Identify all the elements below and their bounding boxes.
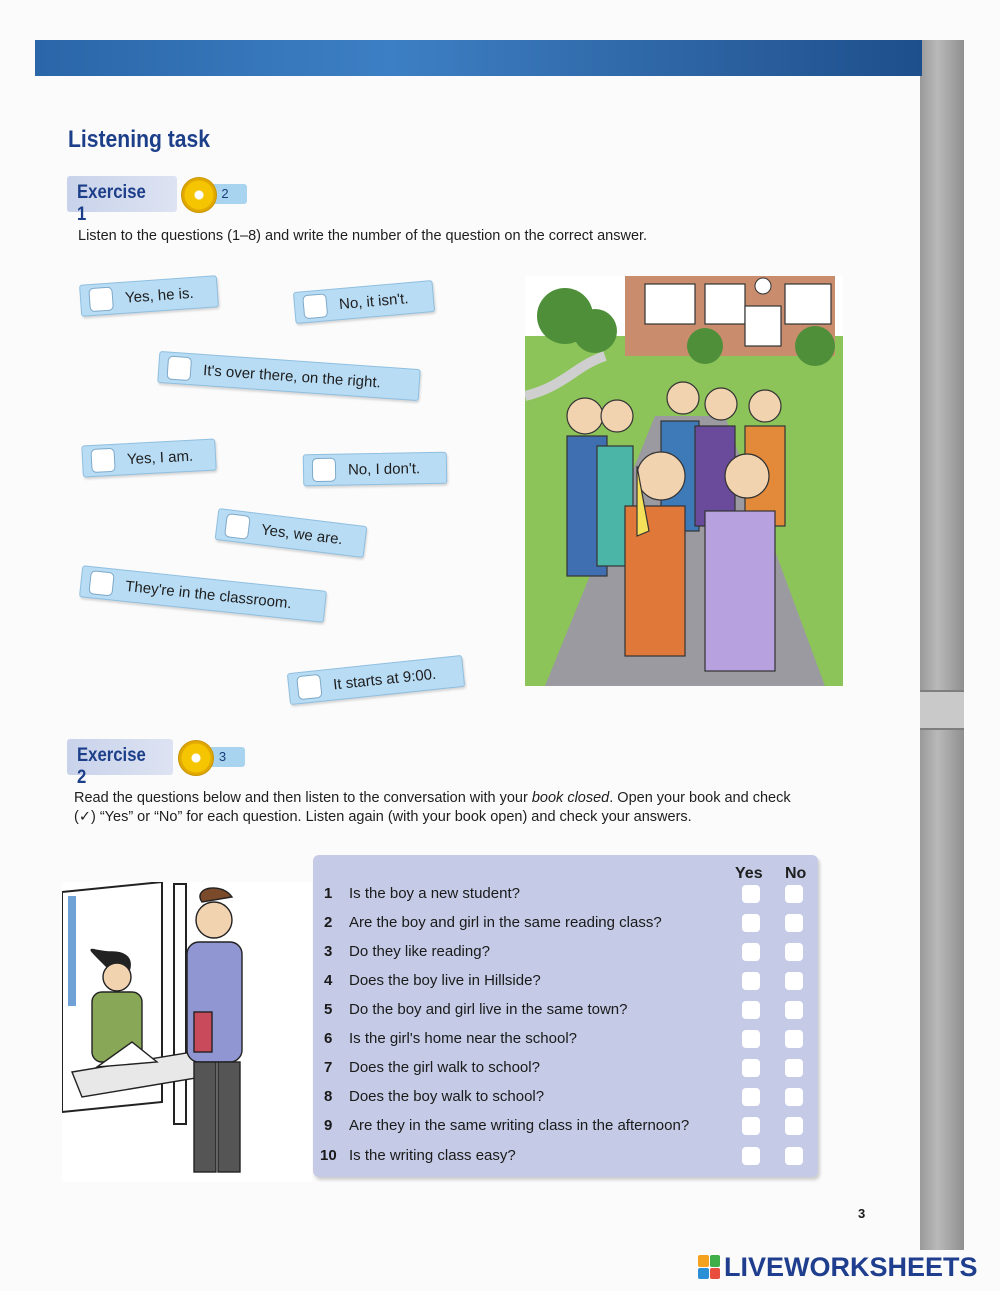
no-checkbox[interactable] xyxy=(785,943,803,961)
answer-box[interactable] xyxy=(90,448,115,473)
answer-box[interactable] xyxy=(166,356,192,382)
book-spine xyxy=(920,40,964,1250)
exercise-2-instructions: Read the questions below and then listen to the conversation with your book closed. Open your book and check (✓) “Yes” or “No” for each question. Listen again (with your book open) and check your answers. xyxy=(74,790,791,825)
boy-and-girl-illustration xyxy=(62,882,312,1182)
question-row: 10 Is the writing class easy? xyxy=(320,1142,810,1170)
answer-box[interactable] xyxy=(296,674,322,700)
question-row: 6 Is the girl's home near the school? xyxy=(320,1025,810,1053)
answer-card[interactable]: Yes, I am. xyxy=(81,439,216,478)
no-checkbox[interactable] xyxy=(785,885,803,903)
yes-checkbox[interactable] xyxy=(742,1117,760,1135)
answer-card[interactable]: No, I don't. xyxy=(303,452,448,487)
no-checkbox[interactable] xyxy=(785,1030,803,1048)
answer-box[interactable] xyxy=(88,570,114,596)
cd-icon xyxy=(181,177,217,213)
exercise-2-label: Exercise 2 xyxy=(67,739,173,775)
answer-box[interactable] xyxy=(224,513,251,540)
cd-icon xyxy=(178,740,214,776)
students-illustration-svg xyxy=(525,276,843,686)
question-row: 2 Are the boy and girl in the same reading class? xyxy=(320,909,810,937)
liveworksheets-icon xyxy=(698,1255,720,1279)
no-checkbox[interactable] xyxy=(785,1059,803,1077)
no-checkbox[interactable] xyxy=(785,1088,803,1106)
yes-checkbox[interactable] xyxy=(742,972,760,990)
col-yes-header: Yes xyxy=(735,865,763,882)
no-checkbox[interactable] xyxy=(785,1117,803,1135)
page-tab xyxy=(920,690,964,730)
col-no-header: No xyxy=(785,865,807,882)
yes-checkbox[interactable] xyxy=(742,943,760,961)
page-number: 3 xyxy=(858,1206,866,1221)
boy-and-girl-illustration-svg xyxy=(62,882,312,1182)
yes-checkbox[interactable] xyxy=(742,1059,760,1077)
liveworksheets-logo: LIVEWORKSHEETS xyxy=(698,1252,978,1282)
no-checkbox[interactable] xyxy=(785,1147,803,1165)
answer-box[interactable] xyxy=(302,293,328,319)
answer-card[interactable]: Yes, we are. xyxy=(215,508,368,558)
track-number-badge: 3 xyxy=(200,747,245,767)
question-row: 1 Is the boy a new student? xyxy=(320,880,810,908)
yes-checkbox[interactable] xyxy=(742,1147,760,1165)
section-title: Listening task xyxy=(68,126,211,153)
question-row: 5 Do the boy and girl live in the same town? xyxy=(320,996,810,1024)
question-row: 3 Do they like reading? xyxy=(320,938,810,966)
yes-checkbox[interactable] xyxy=(742,1030,760,1048)
answer-card[interactable]: It starts at 9:00. xyxy=(287,655,465,705)
yes-checkbox[interactable] xyxy=(742,885,760,903)
no-checkbox[interactable] xyxy=(785,914,803,932)
yes-checkbox[interactable] xyxy=(742,1088,760,1106)
exercise-1-label: Exercise 1 xyxy=(67,176,177,212)
question-row: 4 Does the boy live in Hillside? xyxy=(320,967,810,995)
answer-card[interactable]: Yes, he is. xyxy=(79,275,219,317)
no-checkbox[interactable] xyxy=(785,1001,803,1019)
answer-card[interactable]: No, it isn't. xyxy=(293,280,435,324)
question-row: 8 Does the boy walk to school? xyxy=(320,1083,810,1111)
answer-card[interactable]: It's over there, on the right. xyxy=(157,351,421,401)
answer-card[interactable]: They're in the classroom. xyxy=(79,565,327,623)
no-checkbox[interactable] xyxy=(785,972,803,990)
students-illustration xyxy=(525,276,843,686)
track-number-badge: 2 xyxy=(203,184,247,204)
yes-checkbox[interactable] xyxy=(742,1001,760,1019)
answer-box[interactable] xyxy=(312,458,336,482)
exercise-1-instructions: Listen to the questions (1–8) and write the number of the question on the correct answer. xyxy=(78,228,648,244)
question-row: 7 Does the girl walk to school? xyxy=(320,1054,810,1082)
header-band xyxy=(35,40,922,76)
yes-checkbox[interactable] xyxy=(742,914,760,932)
question-row: 9 Are they in the same writing class in the afternoon? xyxy=(320,1112,810,1140)
answer-box[interactable] xyxy=(88,287,114,313)
